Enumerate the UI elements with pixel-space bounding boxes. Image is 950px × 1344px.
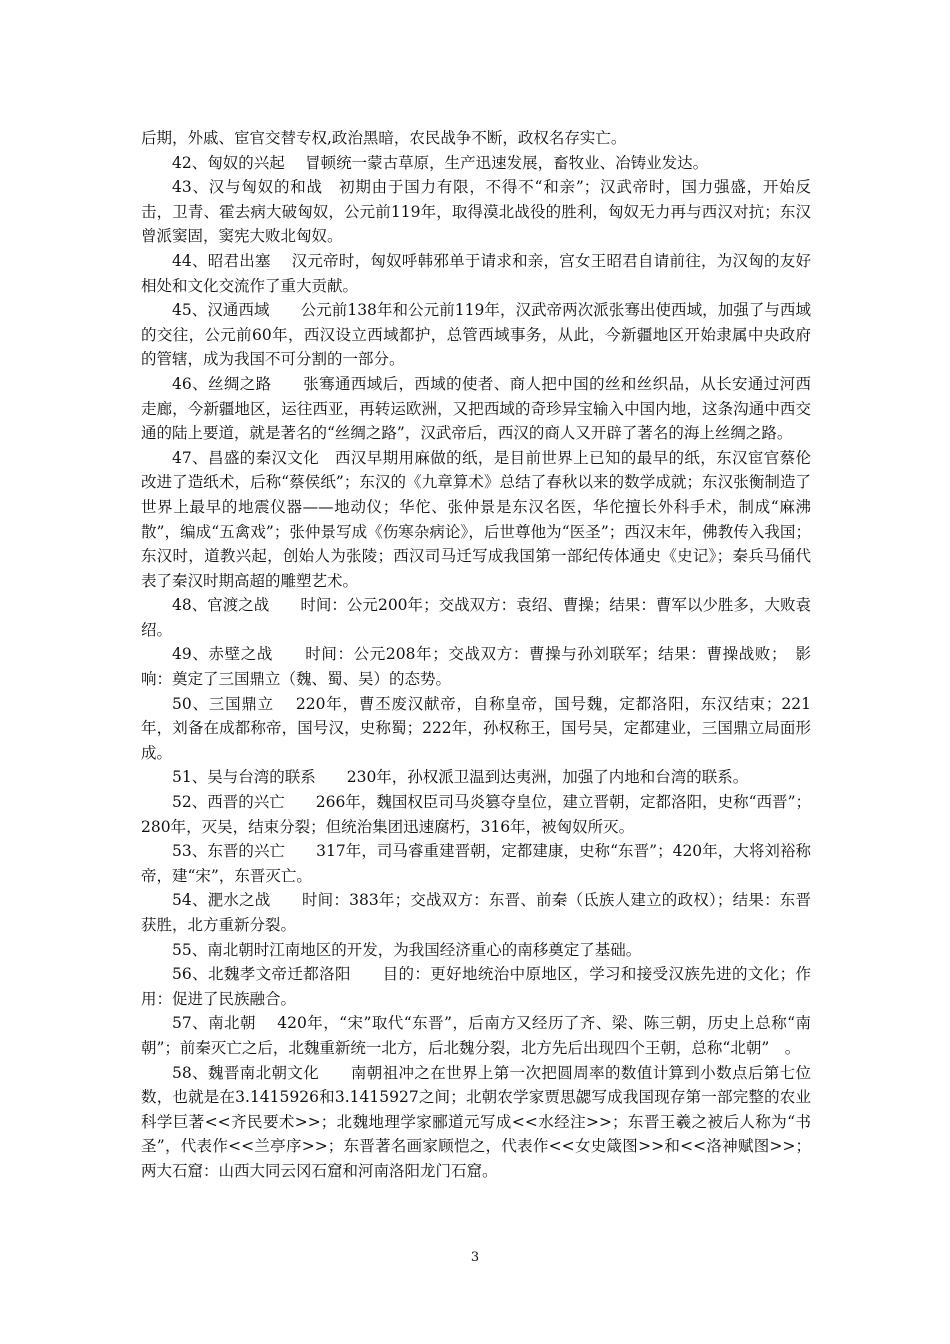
paragraph: 50、三国鼎立 220年，曹丕废汉献帝，自称皇帝，国号魏，定都洛阳，东汉结束；221年，刘备在成都称帝，国号汉，史称蜀；222年，孙权称王，国号吴，定都建业，三国鼎立局面形成。: [141, 694, 811, 762]
paragraph: 48、官渡之战 时间：公元200年；交战双方：袁绍、曹操；结果：曹军以少胜多，大败袁绍。: [141, 596, 811, 639]
paragraph: 55、南北朝时江南地区的开发，为我国经济重心的南移奠定了基础。: [172, 940, 642, 959]
paragraph: 53、东晋的兴亡 317年，司马睿重建晋朝，定都建康，史称“东晋”；420年，大将刘裕称帝，建“宋”，东晋灭亡。: [141, 842, 811, 885]
paragraph: 后期，外戚、宦官交替专权,政治黑暗，农民战争不断，政权名存实亡。: [141, 129, 627, 147]
paragraph: 49、赤壁之战 时间：公元208年；交战双方：曹操与孙刘联军；结果：曹操战败； 影响：奠定了三国鼎立（魏、蜀、吴）的态势。: [141, 645, 811, 689]
paragraph: 56、北魏孝文帝迁都洛阳 目的：更好地统治中原地区，学习和接受汉族先进的文化；作用：促进了民族融合。: [141, 965, 811, 1008]
paragraph: 52、西晋的兴亡 266年，魏国权臣司马炎篡夺皇位，建立晋朝，定都洛阳，史称“西晋”；280年，灭吴，结束分裂；但统治集团迅速腐朽，316年，被匈奴所灭。: [141, 793, 811, 836]
paragraph: 58、魏晋南北朝文化 南朝祖冲之在世界上第一次把圆周率的数值计算到小数点后第七位数，也就是在3.1415926和3.1415927之间；北朝农学家贾思勰写成我国现存第一部完整的农业科学巨著<<齐民要术>>；北魏地理学家郦道元写成<<水经注>>；东晋王羲之被后人称为“书圣”，代表作<<兰亭序>>；东晋著名画家顾恺之，代表作<<女史箴图>>和<<洛神赋图>>；两大石窟：山西大同云冈石窟和河南洛阳龙门石窟。: [141, 1063, 811, 1180]
paragraph: 44、昭君出塞 汉元帝时，匈奴呼韩邪单于请求和亲，宫女王昭君自请前往，为汉匈的友好相处和文化交流作了重大贡献。: [141, 251, 811, 295]
page-number: 3: [470, 1250, 480, 1265]
paragraph: 42、匈奴的兴起 冒顿统一蒙古草原，生产迅速发展，畜牧业、冶铸业发达。: [172, 153, 709, 172]
paragraph: 45、汉通西域 公元前138年和公元前119年，汉武帝两次派张骞出使西域，加强了与西域的交往，公元前60年，西汉设立西域都护，总管西域事务，从此，今新疆地区开始隶属中央政府的管辖，成为我国不可分割的一部分。: [141, 301, 811, 369]
paragraph: 54、淝水之战 时间：383年；交战双方：东晋、前秦（氐族人建立的政权）；结果：东晋获胜，北方重新分裂。: [141, 891, 811, 934]
paragraph: 46、丝绸之路 张骞通西域后，西域的使者、商人把中国的丝和丝织品，从长安通过河西走廊，今新疆地区，运往西亚，再转运欧洲，又把西域的奇珍异宝输入中国内地，这条沟通中西交通的陆上要道，就是著名的“丝绸之路”，汉武帝后，西汉的商人又开辟了著名的海上丝绸之路。: [141, 374, 811, 443]
paragraph: 43、汉与匈奴的和战 初期由于国力有限，不得不“和亲”；汉武帝时，国力强盛，开始反击，卫青、霍去病大破匈奴，公元前119年，取得漠北战役的胜利，匈奴无力再与西汉对抗；东汉曾派窦固，窦宪大败北匈奴。: [141, 178, 811, 246]
paragraph: 57、南北朝 420年，“宋”取代“东晋”，后南方又经历了齐、梁、陈三朝，历史上总称“南朝”；前秦灭亡之后，北魏重新统一北方，后北魏分裂，北方先后出现四个王朝，总称“北朝” 。: [141, 1014, 811, 1057]
document-body: [141, 126, 811, 1184]
paragraph: 51、吴与台湾的联系 230年，孙权派卫温到达夷洲，加强了内地和台湾的联系。: [172, 768, 749, 787]
paragraph: 47、昌盛的秦汉文化 西汉早期用麻做的纸，是目前世界上已知的最早的纸，东汉宦官蔡伦改进了造纸术，后称“蔡侯纸”；东汉的《九章算术》总结了春秋以来的数学成就；东汉张衡制造了世界上最早的地震仪器——地动仪；华佗、张仲景是东汉名医，华佗擅长外科手术，制成“麻沸散”，编成“五禽戏”；张仲景写成《伤寒杂病论》，后世尊他为“医圣”；西汉末年，佛教传入我国；东汉时，道教兴起，创始人为张陵；西汉司马迁写成我国第一部纪传体通史《史记》；秦兵马俑代表了秦汉时期高超的雕塑艺术。: [141, 448, 811, 590]
